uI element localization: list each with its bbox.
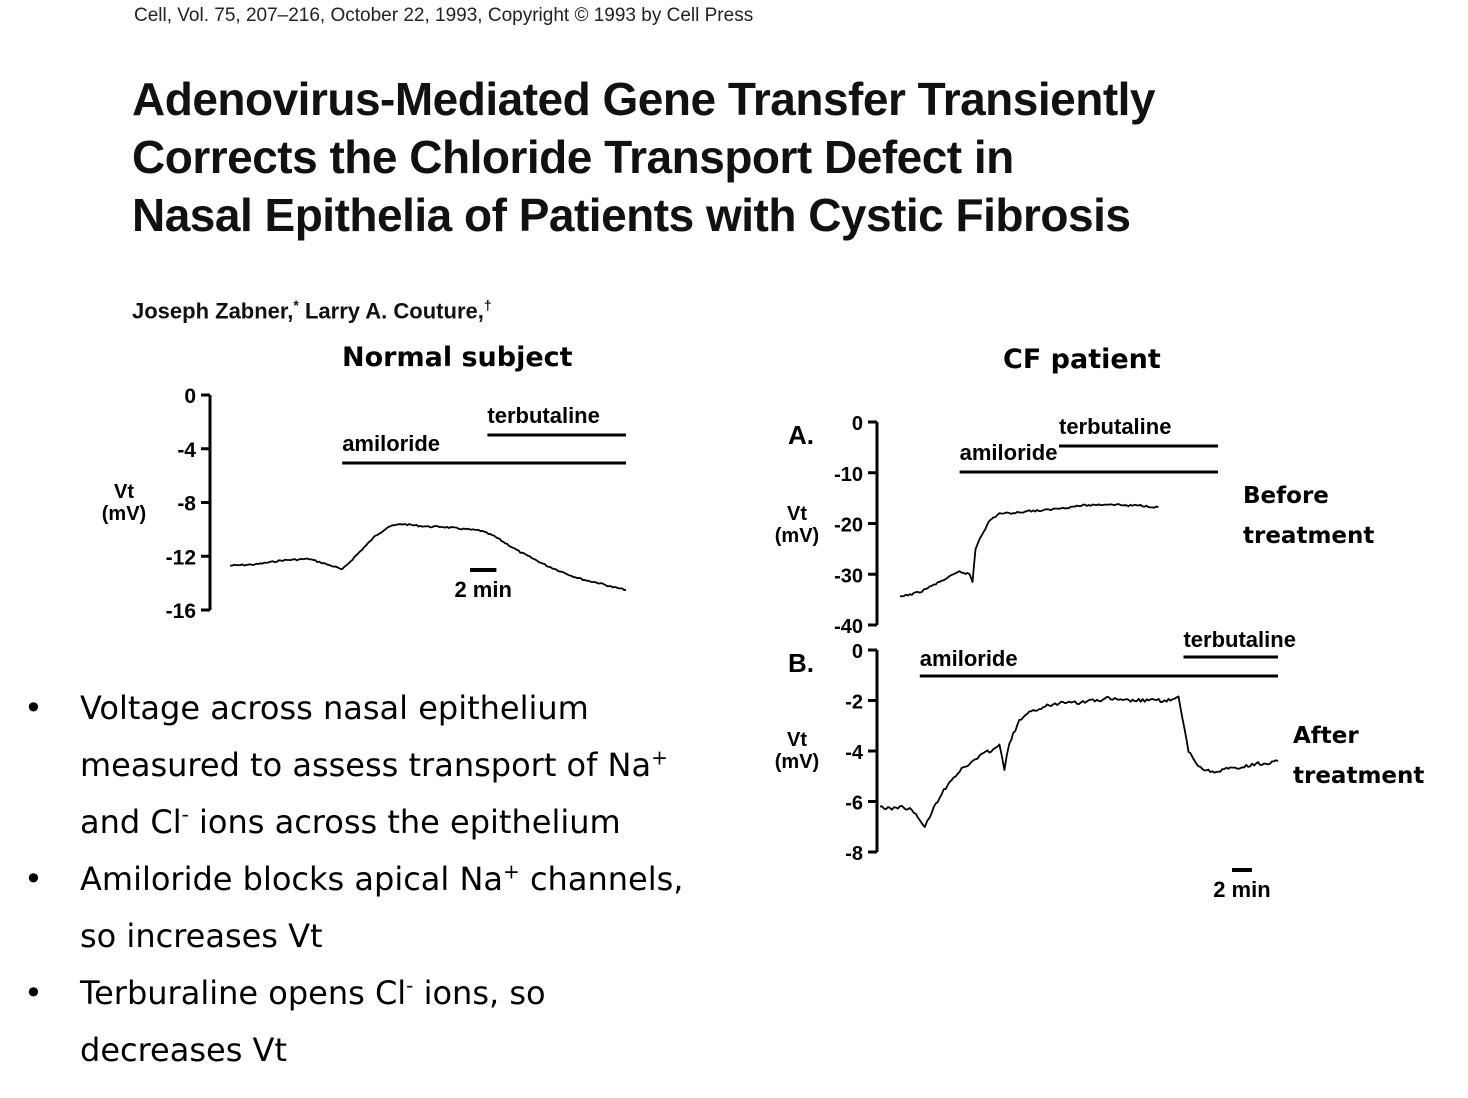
treatment-label: terbutaline bbox=[1059, 414, 1172, 439]
superscript: + bbox=[503, 859, 520, 884]
author-name: Larry A. Couture, bbox=[304, 298, 484, 324]
bullet-item bbox=[18, 680, 738, 851]
bullet-list bbox=[18, 680, 738, 1079]
author-name: Joseph Zabner, bbox=[132, 298, 294, 324]
bullet-item bbox=[18, 965, 738, 1079]
treatment-label: terbutaline bbox=[1183, 627, 1296, 652]
y-axis-label: (mV) bbox=[101, 503, 147, 525]
bullet-text: ions, so bbox=[413, 974, 546, 1012]
treatment-label: amiloride bbox=[959, 440, 1058, 465]
y-axis-label: Vt bbox=[114, 481, 134, 503]
superscript: - bbox=[406, 973, 414, 998]
bullet-dot: • bbox=[24, 974, 43, 1012]
bullet-line: Voltage across nasal epithelium bbox=[80, 689, 589, 727]
y-tick-label: -2 bbox=[845, 691, 863, 714]
bullet-dot: • bbox=[24, 689, 43, 727]
voltage-trace bbox=[880, 696, 1278, 827]
bullet-item bbox=[18, 851, 738, 965]
paper-title-line: Corrects the Chloride Transport Defect in bbox=[132, 131, 1014, 183]
cf-patient-heading: CF patient bbox=[1003, 344, 1161, 375]
y-tick-label: -8 bbox=[845, 843, 863, 865]
bullet-text: measured to assess transport of Na bbox=[80, 746, 652, 784]
y-tick-label: -20 bbox=[834, 514, 863, 537]
y-tick-label: -40 bbox=[834, 616, 863, 638]
bullet-text: channels, bbox=[519, 860, 684, 898]
y-tick-label: -4 bbox=[845, 742, 863, 764]
note-line: treatment bbox=[1243, 523, 1375, 549]
y-axis-label: (mV) bbox=[774, 525, 820, 547]
treatment-label: amiloride bbox=[919, 646, 1018, 671]
bullet-line bbox=[80, 851, 738, 908]
voltage-trace bbox=[900, 504, 1158, 596]
citation-line: Cell, Vol. 75, 207–216, October 22, 1993, Copyright © 1993 by Cell Press bbox=[134, 5, 754, 26]
bullet-dot: • bbox=[24, 860, 43, 898]
bullet-text: and Cl bbox=[80, 803, 182, 841]
y-tick-label: -6 bbox=[845, 792, 863, 815]
bullet-line: decreases Vt bbox=[80, 1031, 287, 1069]
normal-subject-heading: Normal subject bbox=[342, 342, 573, 373]
superscript: - bbox=[181, 802, 189, 827]
time-scale-label: 2 min bbox=[454, 577, 512, 602]
voltage-trace bbox=[230, 524, 626, 590]
bullet-text: ions across the epithelium bbox=[188, 803, 621, 841]
y-tick-label: 0 bbox=[851, 413, 863, 435]
author-mark: † bbox=[483, 297, 492, 313]
y-tick-label: -8 bbox=[177, 492, 196, 516]
y-tick-label: -12 bbox=[165, 546, 196, 570]
superscript: + bbox=[651, 745, 668, 770]
treatment-label: amiloride bbox=[342, 431, 441, 456]
y-tick-label: -10 bbox=[834, 463, 863, 486]
bullet-text: Terburaline opens Cl bbox=[80, 974, 407, 1012]
paper-title-line: Adenovirus-Mediated Gene Transfer Transiently bbox=[132, 73, 1156, 125]
bullet-line bbox=[80, 737, 738, 794]
panel-label: B. bbox=[788, 648, 814, 678]
treatment-label: terbutaline bbox=[487, 403, 600, 428]
y-tick-label: 0 bbox=[851, 641, 863, 663]
panel-label: A. bbox=[788, 420, 814, 450]
note-line: After bbox=[1293, 723, 1359, 749]
note-line: Before bbox=[1243, 483, 1329, 509]
y-tick-label: -16 bbox=[165, 600, 196, 623]
y-tick-label: -4 bbox=[177, 438, 196, 462]
author-mark: * bbox=[293, 297, 299, 313]
bullet-line bbox=[80, 794, 738, 851]
bullet-line bbox=[80, 965, 738, 1022]
bullet-text: Amiloride blocks apical Na bbox=[80, 860, 504, 898]
note-line: treatment bbox=[1293, 763, 1425, 789]
y-axis-label: Vt bbox=[787, 503, 807, 525]
y-tick-label: -30 bbox=[834, 565, 863, 588]
y-tick-label: 0 bbox=[184, 385, 196, 408]
paper-title-line: Nasal Epithelia of Patients with Cystic Fibrosis bbox=[132, 189, 1131, 241]
y-axis-label: Vt bbox=[787, 729, 807, 751]
time-scale-label: 2 min bbox=[1213, 877, 1271, 902]
y-axis-label: (mV) bbox=[774, 751, 820, 773]
bullet-line: so increases Vt bbox=[80, 917, 323, 955]
